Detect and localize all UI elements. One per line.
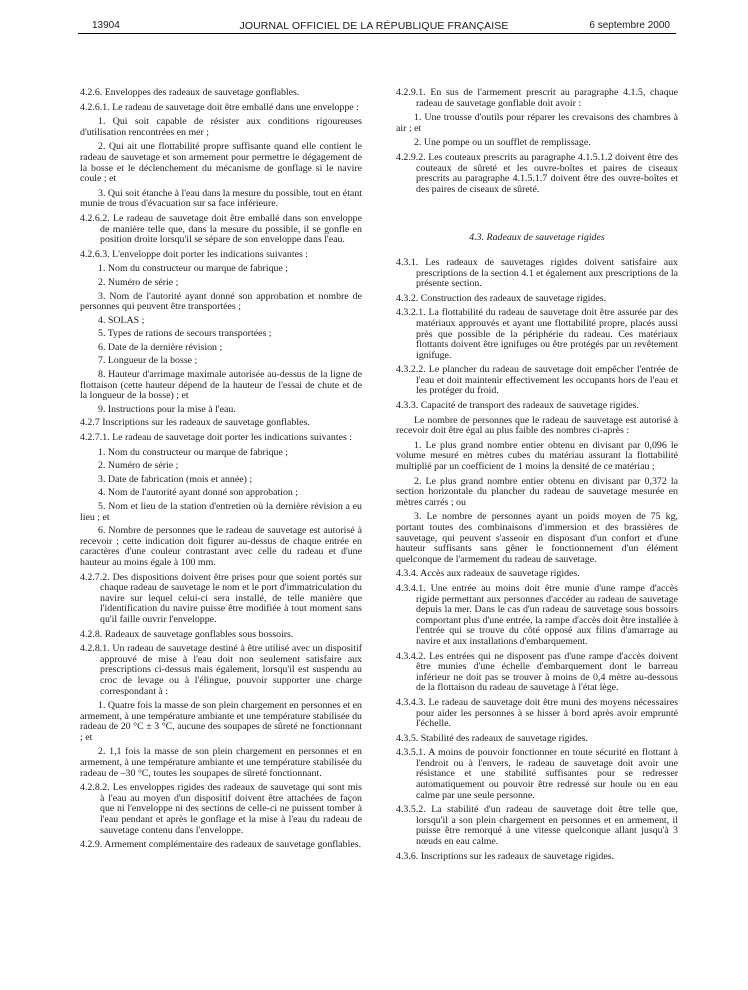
article-paragraph: 4.2.6.2. Le radeau de sauvetage doit être emballé dans son enveloppe de manière telle que, dans la mesure du possible, il se gonfle en position droite lorsqu'il se sépare de son enveloppe dans l'eau. xyxy=(80,212,362,246)
right-column xyxy=(396,88,678,866)
article-paragraph: 4.2.9. Armement complémentaire des radeaux de sauvetage gonflables. xyxy=(80,839,362,851)
page-header xyxy=(0,0,748,40)
article-paragraph: 4.3.2. Construction des radeaux de sauvetage rigides. xyxy=(396,292,607,304)
list-item: 1. Le plus grand nombre entier obtenu en divisant par 0,096 le volume mesuré en mètres cubes du matériau assurant la flottabilité multiplié par un coefficient de 1 moins la densité de ce matériau ; xyxy=(396,439,678,473)
article-paragraph: 4.3.4.1. Une entrée au moins doit être munie d'une rampe d'accès rigide permettant aux personnes d'accéder au radeau de sauvetage depuis la mer. Dans le cas d'un radeau de sauvetage sous bossoirs comportant plus d'une entrée, la rampe d'accès doit être installée à l'entrée qui se trouve du côté opposé aux filins d'amarrage au navire et aux installations d'embarquement. xyxy=(396,582,678,647)
article-paragraph: 4.3.4.3. Le radeau de sauvetage doit être muni des moyens nécessaires pour aider les personnes à se hisser à bord après avoir emprunté l'échelle. xyxy=(396,696,678,730)
article-paragraph: 4.2.7.1. Le radeau de sauvetage doit porter les indications suivantes : xyxy=(80,432,353,444)
article-paragraph: 4.2.9.2. Les couteaux prescrits au paragraphe 4.1.5.1.2 doivent être des couteaux de sûreté et les ouvre-boîtes et paires de ciseaux prescrits au paragraphe 4.1.5.1.7 doivent être des ouvre-boîtes et des paires de ciseaux de sûreté. xyxy=(396,151,678,195)
page-number: 13904 xyxy=(92,20,120,31)
list-item: 7. Longueur de la bosse ; xyxy=(98,355,198,367)
article-paragraph: 4.3.5.2. La stabilité d'un radeau de sauvetage doit être telle que, lorsqu'il a son plein chargement en personnes et en armement, il puisse être remorqué à une vitesse quelconque allant jusqu'à 3 nœuds en eau calme. xyxy=(396,804,678,848)
list-item: 2. Une pompe ou un soufflet de remplissage. xyxy=(414,137,591,149)
list-item: 2. 1,1 fois la masse de son plein chargement en personnes et en armement, à une température ambiante et une température stabilisée du radeau de –30 °C, toutes les soupapes de sûreté fonctionnant. xyxy=(80,746,362,779)
list-item: 1. Nom du constructeur ou marque de fabrique ; xyxy=(98,446,289,458)
article-paragraph: 4.3.2.2. Le plancher du radeau de sauvetage doit empêcher l'entrée de l'eau et doit maintenir effectivement les occupants hors de l'eau et les protéger du froid. xyxy=(396,364,678,397)
section-heading: 4.3. Radeaux de sauvetage rigides xyxy=(469,232,605,244)
list-item: 4. SOLAS ; xyxy=(98,314,145,326)
list-item: 9. Instructions pour la mise à l'eau. xyxy=(98,403,236,415)
list-item: 3. Le nombre de personnes ayant un poids moyen de 75 kg, portant toutes des combinaisons d'immersion et des brassières de sauvetage, qui peuvent s'asseoir en disposant d'un confort et d'une hauteur suffisants sans gêner le fonctionnement d'un élément quelconque de l'armement du radeau de sauvetage. xyxy=(396,511,678,565)
list-item: 1. Nom du constructeur ou marque de fabrique ; xyxy=(98,263,289,275)
article-paragraph: 4.2.6.1. Le radeau de sauvetage doit être emballé dans une enveloppe : xyxy=(80,101,359,113)
article-paragraph: 4.2.7 Inscriptions sur les radeaux de sauvetage gonflables. xyxy=(80,417,310,429)
header-rule xyxy=(78,33,676,34)
article-paragraph: 4.2.6.3. L'enveloppe doit porter les indications suivantes : xyxy=(80,248,309,260)
list-item: 2. Le plus grand nombre entier obtenu en divisant par 0,372 la section horizontale du plancher du radeau de sauvetage mesurée en mètres carrés ; ou xyxy=(396,475,678,508)
article-paragraph: 4.3.4. Accès aux radeaux de sauvetage rigides. xyxy=(396,568,580,580)
article-paragraph: 4.2.6. Enveloppes des radeaux de sauvetage gonflables. xyxy=(80,87,300,98)
list-item: 2. Numéro de série ; xyxy=(98,460,179,472)
list-item: 2. Qui ait une flottabilité propre suffisante quand elle contient le radeau de sauvetage et son armement pour permettre le dégagement de la bosse et le déclenchement du mécanisme de gonflage si le navire coule ; et xyxy=(80,141,362,185)
article-paragraph: 4.2.8. Radeaux de sauvetage gonflables sous bossoirs. xyxy=(80,628,294,640)
article-paragraph: 4.3.1. Les radeaux de sauvetages rigides doivent satisfaire aux prescriptions de la section 4.1 et également aux prescriptions de la présente section. xyxy=(396,256,678,290)
list-item: 3. Qui soit étanche à l'eau dans la mesure du possible, tout en étant munie de trous d'évacuation sur sa face inférieure. xyxy=(80,187,362,210)
article-paragraph: 4.3.5. Stabilité des radeaux de sauvetage rigides. xyxy=(396,732,588,744)
article-paragraph: 4.3.5.1. A moins de pouvoir fonctionner en toute sécurité en flottant à l'endroit ou à l'envers, le radeau de sauvetage doit avoir une résistance et une stabilité suffisantes pour se redresser automatiquement ou pouvoir être redressé sur houle ou en eau calme par une seule personne. xyxy=(396,747,678,801)
list-item: 4. Nom de l'autorité ayant donné son approbation ; xyxy=(98,487,299,499)
article-paragraph: 4.2.8.2. Les enveloppes rigides des radeaux de sauvetage qui sont mis à l'eau au moyen d'un dispositif doivent être attachées de façon que ni l'enveloppe ni des sections de celle-ci ne puissent tomber à l'eau pendant et après le gonflage et la mise à l'eau du radeau de sauvetage contenu dans l'enveloppe. xyxy=(80,782,362,836)
list-item: 8. Hauteur d'arrimage maximale autorisée au-dessus de la ligne de flottaison (cette hauteur dépend de la hauteur de l'essai de chute et de la longueur de la bosse) ; et xyxy=(80,369,362,402)
journal-title: JOURNAL OFFICIEL DE LA RÉPUBLIQUE FRANÇAISE xyxy=(239,20,509,32)
list-item: 5. Types de rations de secours transportées ; xyxy=(98,328,272,340)
list-item: 1. Une trousse d'outils pour réparer les crevaisons des chambres à air ; et xyxy=(396,112,678,134)
list-item: 1. Qui soit capable de résister aux conditions rigoureuses d'utilisation rencontrées en mer ; xyxy=(80,116,362,138)
list-item: 6. Nombre de personnes que le radeau de sauvetage est autorisé à recevoir ; cette indication doit figurer au-dessus de chaque entrée en caractères d'une couleur contrastant avec celle du radeau et d'une hauteur au moins égale à 100 mm. xyxy=(80,525,362,568)
article-paragraph: 4.2.8.1. Un radeau de sauvetage destiné à être utilisé avec un dispositif approuvé de mise à l'eau doit non seulement satisfaire aux prescriptions ci-dessus mais également, lorsqu'il est suspendu au croc de levage ou à l'élingue, pouvoir supporter une charge correspondant à : xyxy=(80,643,362,697)
left-column xyxy=(80,88,362,855)
article-paragraph: 4.2.9.1. En sus de l'armement prescrit au paragraphe 4.1.5, chaque radeau de sauvetage gonflable doit avoir : xyxy=(396,87,678,109)
article-paragraph: 4.2.7.2. Des dispositions doivent être prises pour que soient portés sur chaque radeau de sauvetage le nom et le port d'immatriculation du navire sur lequel celui-ci sera installé, de telle manière que l'identification du navire puisse être modifiée à tout moment sans qu'il faille ouvrir l'enveloppe. xyxy=(80,571,362,625)
article-paragraph: 4.3.4.2. Les entrées qui ne disposent pas d'une rampe d'accès doivent être munies d'une échelle d'embarquement dont le barreau inférieur ne doit pas se trouver à moins de 0,4 mètre au-dessous de la flottaison du radeau de sauvetage à l'état lège. xyxy=(396,650,678,694)
list-item: 3. Date de fabrication (mois et année) ; xyxy=(98,473,253,485)
list-item: 6. Date de la dernière révision ; xyxy=(98,341,223,353)
article-paragraph: 4.3.2.1. La flottabilité du radeau de sauvetage doit être assurée par des matériaux approuvés et ayant une flottabilité propre, placés aussi près que possible de la périphérie du radeau. Ces matériaux flottants doivent être ignifuges ou être protégés par un revêtement ignifuge. xyxy=(396,307,678,361)
article-paragraph: 4.3.3. Capacité de transport des radeaux de sauvetage rigides. xyxy=(396,400,639,412)
list-item: 1. Quatre fois la masse de son plein chargement en personnes et en armement, à une température ambiante et une température stabilisée du radeau de 20 °C ± 3 °C, aucune des soupapes de sûreté ne fonctionnant ; et xyxy=(80,700,362,743)
list-item: 3. Nom de l'autorité ayant donné son approbation et nombre de personnes qui peuvent être transportées ; xyxy=(80,290,362,313)
list-item: 5. Nom et lieu de la station d'entretien où la dernière révision a eu lieu ; et xyxy=(80,501,362,523)
list-item: 2. Numéro de série ; xyxy=(98,276,179,288)
article-paragraph: 4.3.6. Inscriptions sur les radeaux de sauvetage rigides. xyxy=(396,850,615,862)
list-item: Le nombre de personnes que le radeau de sauvetage est autorisé à recevoir doit être égal au plus faible des nombres ci-après : xyxy=(396,414,678,437)
publication-date: 6 septembre 2000 xyxy=(589,20,670,31)
